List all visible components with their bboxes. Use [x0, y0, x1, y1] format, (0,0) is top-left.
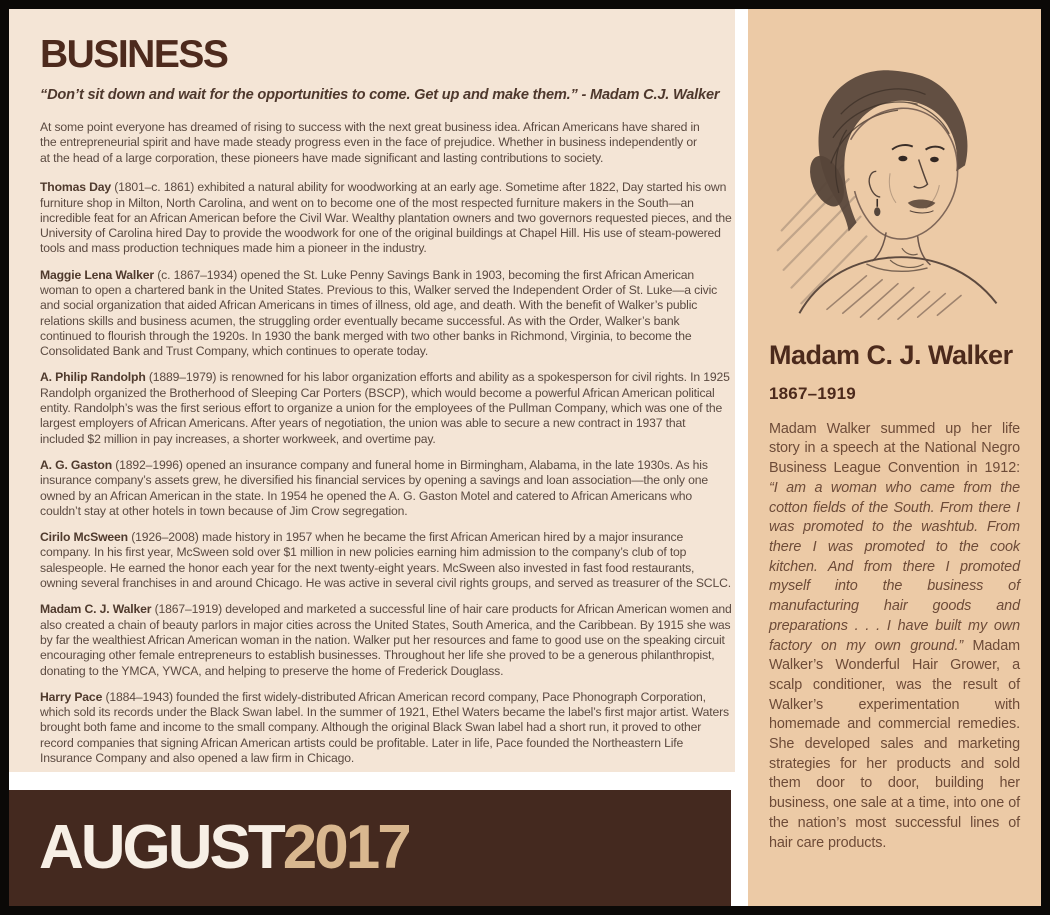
page-title: BUSINESS: [40, 33, 228, 76]
person-name: Madam C. J. Walker: [40, 602, 152, 617]
article-paragraph: [40, 458, 732, 519]
article-text: (1889–1979) is renowned for his labor organization efforts and ability as a spokesperson for civil rights. In 1925 Randolph organized the Brotherhood of Sleeping Car Porters (BSCP), which would become a powerful African American political entity. Randolph’s was the first serious effort to organize a union for the employees of the Pullman Company, which was one of the largest employers of African Americans. After years of negotiation, the union was able to secure a new contract in 1937 that included $2 million in pay increases, a shorter workweek, and overtime pay.: [40, 370, 730, 446]
person-name: Cirilo McSween: [40, 530, 128, 545]
person-name: Harry Pace: [40, 689, 103, 704]
main-panel: [9, 9, 735, 772]
person-name: Maggie Lena Walker: [40, 267, 155, 282]
article-paragraph: [40, 690, 732, 766]
portrait-sketch: [771, 55, 1019, 331]
article-paragraph: [40, 370, 732, 446]
year-label: 2017: [282, 813, 409, 882]
person-name: A. G. Gaston: [40, 457, 113, 472]
article-paragraph: [40, 530, 732, 591]
article-paragraph: [40, 180, 732, 256]
month-band: [9, 790, 731, 906]
article-text: (1801–c. 1861) exhibited a natural ability for woodworking at an early age. Sometime after 1822, Day started his own furniture shop in Milton, North Carolina, and went on to become one of the most respected furniture makers in the South—an incredible feat for an African American before the Civil War. Wealthy plantation owners and two governors requested pieces, and the University of Carolina hired Day to provide the woodwork for one of the original buildings at Chapel Hill. His use of steam-powered tools and mass production techniques made him a pioneer in the industry.: [40, 180, 732, 256]
profile-name: Madam C. J. Walker: [769, 340, 1013, 370]
person-name: A. Philip Randolph: [40, 370, 146, 385]
person-name: Thomas Day: [40, 180, 111, 195]
portrait-sketch-icon: [771, 55, 1019, 331]
article-text: (1867–1919) developed and marketed a successful line of hair care products for African American women and also created a chain of beauty parlors in major cities across the United States, South America, and the Caribbean. By 1915 she was by far the wealthiest African American woman in the nation. Walker put her resources and fame to good use on the speaking circuit encouraging other female entrepreneurs to establish businesses. Throughout her life she proved to be a generous philanthropist, donating to the YMCA, YWCA, and helping to preserve the home of Frederick Douglass.: [40, 602, 732, 678]
article-text: (1892–1996) opened an insurance company and funeral home in Birmingham, Alabama, in the late 1930s. As his insurance company’s assets grew, he diversified his financial services by opening a savings and loan association—the only one owned by an African American in the state. In 1954 he opened the A. G. Gaston Motel and catered to African Americans who couldn’t stay at other hotels in town because of Jim Crow segregation.: [40, 457, 708, 518]
bio-intro: Madam Walker summed up her life story in a speech at the National Negro Business League Convention in 1912:: [769, 420, 1020, 477]
intro-paragraph: At some point everyone has dreamed of rising to success with the next great business idea. African Americans have shared in the entrepreneurial spirit and have made steady progress even in the face of prejudice. Whether in business independently or at the head of a large corporation, these pioneers have made significant and lasting contributions to society.: [40, 120, 700, 165]
bio-quote: “I am a woman who came from the cotton fields of the South. From there I was promoted to the washtub. From there I was promoted to the cook kitchen. And from there I promoted myself into the business of manufacturing hair goods and preparations . . . I have built my own factory on my own ground.”: [769, 479, 1020, 654]
bio-paragraph: [769, 420, 1020, 853]
headline-quote: “Don’t sit down and wait for the opportunities to come. Get up and make them.” - Madam C.J. Walker: [40, 87, 720, 103]
month-label: AUGUST: [39, 813, 283, 882]
article-text: (c. 1867–1934) opened the St. Luke Penny Savings Bank in 1903, becoming the first African American woman to open a chartered bank in the United States. Previous to this, Walker served the Independent Order of St. Luke—a civic and social organization that aided African Americans in times of illness, old age, and death. With the benefit of Walker’s public relations skills and business acumen, the struggling order eventually became successful. As with the Order, Walker’s bank continued to flourish through the 1920s. In 1930 the bank merged with two other banks in Richmond, Virginia, to become the Consolidated Bank and Trust Company, which continues to operate today.: [40, 267, 718, 359]
sidebar: [748, 9, 1041, 906]
article-text: (1926–2008) made history in 1957 when he became the first African American hired by a major insurance company. In his first year, McSween sold over $1 million in new policies earning him admission to the company’s club of top salespeople. He earned the honor each year for the next twenty-eight years. McSween also invested in fast food restaurants, owning several franchises in and around Chicago. He was active in several civil rights groups, and served as treasurer of the SCLC.: [40, 530, 731, 591]
article-paragraph: [40, 268, 732, 360]
article-text: (1884–1943) founded the first widely-distributed African American record company, Pace Phonograph Corporation, which sold its records under the Black Swan label. In the summer of 1921, Ethel Waters became the label’s first major artist. Waters brought both fame and income to the small company. Although the original Black Swan label had a short run, it proved to other record companies that signing African American artists could be profitable. Later in life, Pace founded the Northeastern Life Insurance Company and also opened a law firm in Chicago.: [40, 689, 729, 766]
profile-dates: 1867–1919: [769, 383, 856, 403]
bio-rest: Madam Walker’s Wonderful Hair Grower, a scalp conditioner, was the result of Walker’s experimentation with homemade and commercial remedies. She developed sales and marketing strategies for her products and sold them door to door, building her business, one sale at a time, into one of the nation’s most successful lines of hair care products.: [769, 637, 1020, 851]
article-paragraph: [40, 602, 732, 678]
article-list: [40, 180, 732, 766]
